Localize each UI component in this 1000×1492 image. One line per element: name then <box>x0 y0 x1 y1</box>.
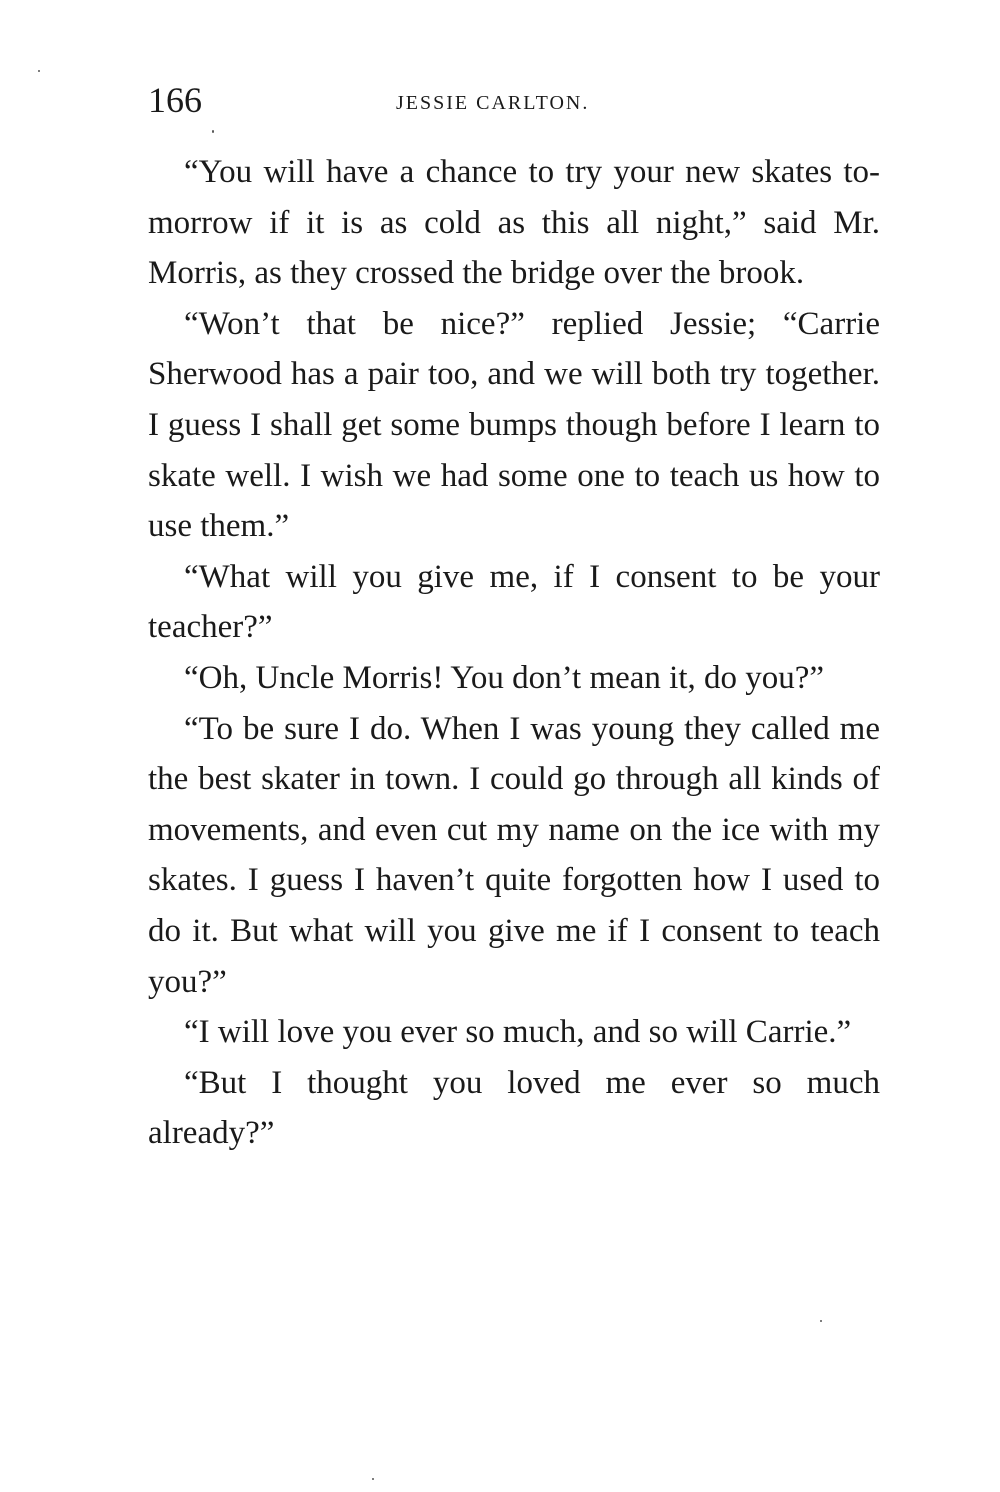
ink-speck <box>212 130 214 133</box>
paragraph: “Won’t that be nice?” replied Jessie; “Carrie Sherwood has a pair too, and we will both try together. I guess I shall get some bumps though before I learn to skate well. I wish we had some one to teach us how to use them.” <box>148 305 880 545</box>
paragraph: “You will have a chance to try your new skates to-morrow if it is as cold as this all night,” said Mr. Morris, as they crossed the bridge over the brook. <box>148 154 880 292</box>
body-text <box>148 147 880 1159</box>
ink-speck <box>38 70 40 72</box>
paragraph: “But I thought you loved me ever so much already?” <box>148 1064 880 1152</box>
page-number: 166 <box>148 80 202 120</box>
paragraph: “To be sure I do. When I was young they called me the best skater in town. I could go through all kinds of movements, and even cut my name on the ice with my skates. I guess I haven’t quite forgotten how I used to do it. But what will you give me if I consent to teach you?” <box>148 710 880 1000</box>
paragraph: “Oh, Uncle Morris! You don’t mean it, do you?” <box>184 659 825 696</box>
ink-speck <box>372 1478 374 1480</box>
ink-speck <box>820 1320 822 1322</box>
paragraph: “What will you give me, if I consent to be your teacher?” <box>148 558 880 646</box>
running-head <box>148 80 880 120</box>
paragraph: “I will love you ever so much, and so will Carrie.” <box>184 1014 852 1051</box>
running-title: JESSIE CARLTON. <box>396 92 590 114</box>
